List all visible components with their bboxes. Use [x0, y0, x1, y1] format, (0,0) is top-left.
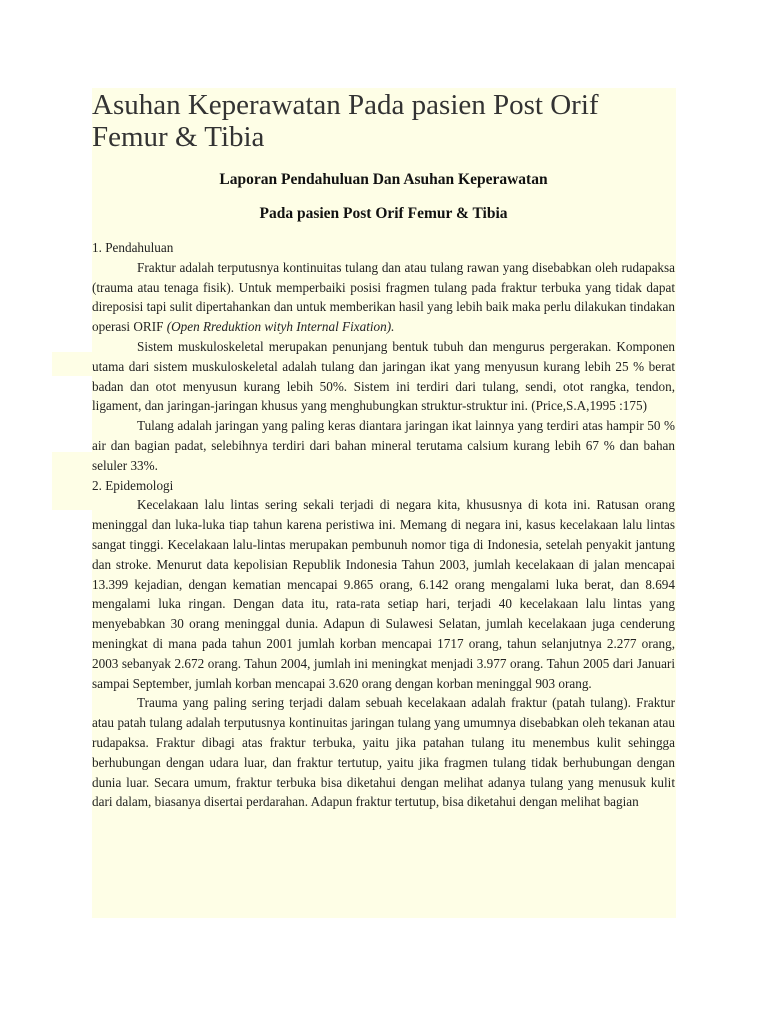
- paragraph: Kecelakaan lalu lintas sering sekali terjadi di negara kita, khususnya di kota ini. Ratusan orang meninggal dan luka-luka tiap tahun karena peristiwa ini. Memang di negara ini, kasus kecelakaan lalu lintas sangat tinggi. Kecelakaan lalu-lintas merupakan pembunuh nomor tiga di Indonesia, setelah penyakit jantung dan stroke. Menurut data kepolisian Republik Indonesia Tahun 2003, jumlah kecelakaan di jalan mencapai 13.399 kejadian, dengan kematian mencapai 9.865 orang, 6.142 orang mengalami luka berat, dan 8.694 mengalami luka ringan. Dengan data itu, rata-rata setiap hari, terjadi 40 kecelakaan lalu lintas yang menyebabkan 30 orang meninggal dunia. Adapun di Sulawesi Selatan, jumlah kecelakaan juga cenderung meningkat di mana pada tahun 2001 jumlah korban mencapai 1717 orang, tahun selanjutnya 2.277 orang, 2003 sebanyak 2.672 orang. Tahun 2004, jumlah ini meningkat menjadi 3.977 orang. Tahun 2005 dari Januari sampai September, jumlah korban mencapai 3.620 orang dengan korban meninggal 903 orang.: [92, 497, 675, 691]
- section-pendahuluan: [92, 238, 675, 476]
- paragraph: Sistem muskuloskeletal merupakan penunjang bentuk tubuh dan mengurus pergerakan. Komponen utama dari sistem muskuloskeletal adalah tulang dan jaringan ikat yang menyusun kurang lebih 25 % berat badan dan otot menyusun kurang lebih 50%. Sistem ini terdiri dari tulang, sendi, otot rangka, tendon, ligament, dan jaringan-jaringan khusus yang menghubungkan struktur-struktur ini. (Price,S.A,1995 :175): [92, 338, 675, 414]
- document-content: [92, 88, 675, 812]
- paragraph: [92, 258, 675, 337]
- paragraph: Tulang adalah jaringan yang paling keras diantara jaringan ikat lainnya yang terdiri atas hampir 50 % air dan bagian padat, selebihnya terdiri dari bahan mineral terutama calsium kurang lebih 67 % dan bahan seluler 33%.: [92, 418, 675, 473]
- section-epidemologi: [92, 476, 675, 813]
- highlight-background-margin: [52, 452, 96, 510]
- document-subtitle-2: Pada pasien Post Orif Femur & Tibia: [259, 205, 508, 222]
- document-subtitle: Laporan Pendahuluan Dan Asuhan Keperawatan: [219, 171, 548, 188]
- highlight-background-margin: [52, 352, 96, 376]
- paragraph: Trauma yang paling sering terjadi dalam sebuah kecelakaan adalah fraktur (patah tulang). Fraktur atau patah tulang adalah terputusnya kontinuitas jaringan tulang yang umumnya disebabkan oleh tekanan atau rudapaksa. Fraktur dibagi atas fraktur terbuka, yaitu jika patahan tulang itu menembus kulit sehingga berhubungan dengan udara luar, dan fraktur tertutup, yaitu jika fragmen tulang tidak berhubungan dengan dunia luar. Secara umum, fraktur terbuka bisa diketahui dengan melihat adanya tulang yang menusuk kulit dari dalam, biasanya disertai perdarahan. Adapun fraktur tertutup, bisa diketahui dengan melihat bagian: [92, 695, 675, 810]
- section-heading: 2. Epidemologi: [92, 477, 174, 493]
- paragraph-italic-text: (Open Rreduktion wityh Internal Fixation).: [166, 319, 395, 335]
- paragraph-text: Fraktur adalah terputusnya kontinuitas tulang dan atau tulang rawan yang disebabkan oleh rudapaksa (trauma atau tenaga fisik). Untuk memperbaiki posisi fragmen tulang pada fraktur terbuka yang tidak dapat direposisi tapi sulit dipertahankan dan untuk memberikan hasil yang lebih baik maka perlu dilakukan tindakan operasi ORIF: [92, 259, 675, 335]
- document-title: Asuhan Keperawatan Pada pasien Post Orif Femur & Tibia: [92, 89, 599, 153]
- section-heading: 1. Pendahuluan: [92, 240, 174, 255]
